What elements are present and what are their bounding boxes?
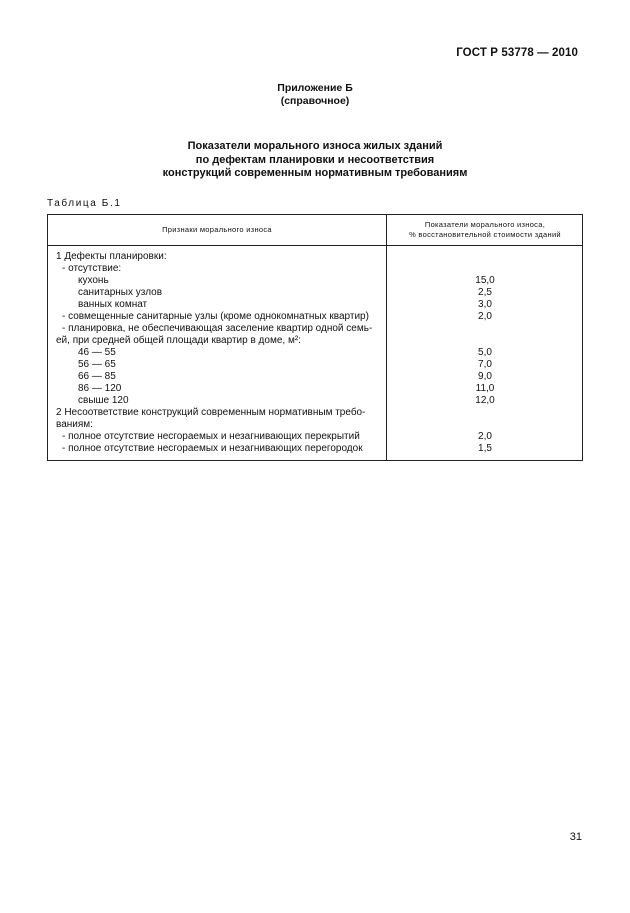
table-row [48, 419, 584, 431]
row-label: свыше 120 [78, 395, 129, 406]
title-line-3: конструкций современным нормативным требованиям [162, 167, 468, 179]
row-label: ваниям: [56, 419, 93, 430]
appendix-heading [0, 82, 630, 108]
table-row [48, 251, 584, 263]
row-label: 86 — 120 [78, 383, 122, 394]
table-row [48, 431, 584, 443]
table-row [48, 275, 584, 287]
row-label: - полное отсутствие несгораемых и незагнивающих перегородок [62, 443, 363, 454]
table-row [48, 395, 584, 407]
page-number: 31 [569, 831, 582, 843]
table-label: Таблица Б.1 [47, 198, 122, 209]
column-header-criteria: Признаки морального износа [162, 225, 272, 234]
standard-number: ГОСТ Р 53778 — 2010 [456, 47, 578, 59]
row-value: 7,0 [478, 359, 492, 370]
row-value: 2,5 [478, 287, 492, 298]
row-label: 1 Дефекты планировки: [56, 251, 167, 262]
table-row [48, 323, 584, 335]
row-value: 3,0 [478, 299, 492, 310]
appendix-subtitle: (справочное) [280, 95, 350, 107]
row-value: 11,0 [475, 383, 495, 394]
column-header-values-line-1: Показатели морального износа, [424, 220, 546, 229]
row-label: - планировка, не обеспечивающая заселение квартир одной семь- [62, 323, 373, 334]
table-row [48, 407, 584, 419]
header-divider [48, 245, 582, 246]
row-label: ей, при средней общей площади квартир в доме, м²: [56, 335, 301, 346]
row-label: 46 — 55 [78, 347, 116, 358]
row-value: 5,0 [478, 347, 492, 358]
row-label: - полное отсутствие несгораемых и незагнивающих перекрытий [62, 431, 360, 442]
column-header-values-line-2: % восстановительной стоимости зданий [409, 230, 561, 239]
table-row [48, 347, 584, 359]
row-label: - отсутствие: [62, 263, 122, 274]
table-row [48, 311, 584, 323]
row-value: 2,0 [478, 431, 492, 442]
table-row [48, 287, 584, 299]
row-value: 2,0 [478, 311, 492, 322]
title-line-1: Показатели морального износа жилых зданий [187, 140, 443, 152]
table-row [48, 443, 584, 455]
row-label: 2 Несоответствие конструкций современным нормативным требо- [56, 407, 366, 418]
table-row [48, 335, 584, 347]
row-value: 15,0 [475, 275, 495, 286]
table-row [48, 359, 584, 371]
document-title [0, 140, 630, 181]
row-label: ванных комнат [78, 299, 148, 310]
row-label: - совмещенные санитарные узлы (кроме однокомнатных квартир) [62, 311, 369, 322]
table-row [48, 371, 584, 383]
row-value: 9,0 [478, 371, 492, 382]
appendix-title: Приложение Б [277, 82, 353, 94]
row-label: 66 — 85 [78, 371, 116, 382]
table-row [48, 299, 584, 311]
row-value: 1,5 [478, 443, 492, 454]
row-label: 56 — 65 [78, 359, 116, 370]
row-value: 12,0 [475, 395, 495, 406]
row-label: санитарных узлов [78, 287, 163, 298]
title-line-2: по дефектам планировки и несоответствия [195, 153, 435, 166]
row-label: кухонь [78, 275, 109, 286]
table-row [48, 383, 584, 395]
column-header-values [386, 220, 584, 240]
data-table [47, 214, 583, 461]
table-row [48, 263, 584, 275]
